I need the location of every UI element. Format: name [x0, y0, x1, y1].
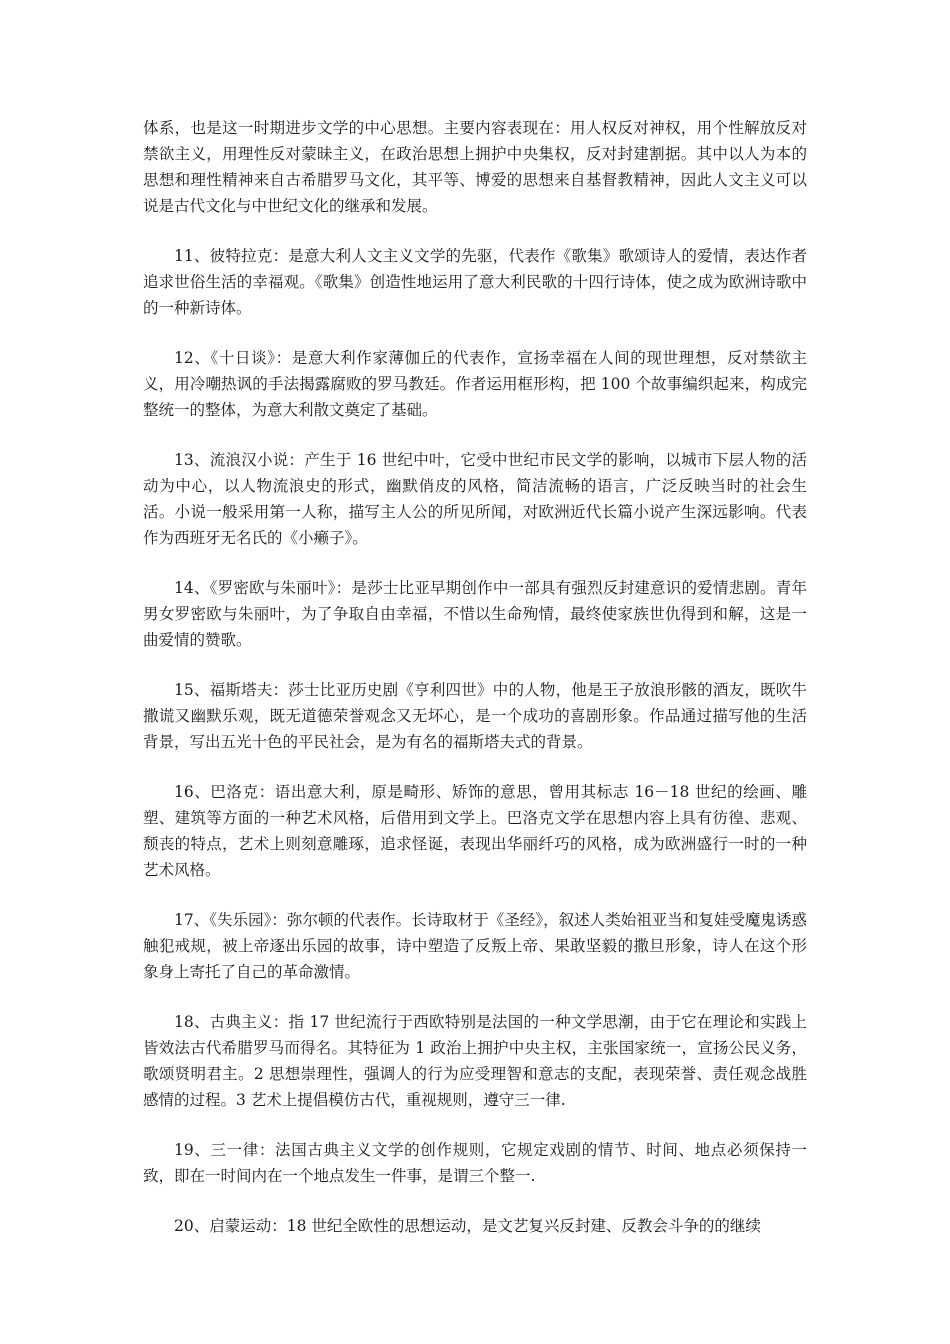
paragraph-item-13: 13、流浪汉小说：产生于 16 世纪中叶，它受中世纪市民文学的影响，以城市下层人物的活动为中心，以人物流浪史的形式，幽默俏皮的风格，简洁流畅的语言，广泛反映当时的社会生活。小说一般采用第一人称，描写主人公的所见所闻，对欧洲近代长篇小说产生深远影响。代表作为西班牙无名氏的《小癞子》。 [143, 451, 807, 547]
paragraph-item-18: 18、古典主义：指 17 世纪流行于西欧特别是法国的一种文学思潮，由于它在理论和实践上皆效法古代希腊罗马而得名。其特征为 1 政治上拥护中央主权，主张国家统一，宣扬公民义务，歌颂贤明君主。2 思想崇理性，强调人的行为应受理智和意志的支配，表现荣誉、责任观念战胜感情的过程。3 艺术上提倡模仿古代，重视规则，遵守三一律. [143, 1013, 807, 1109]
paragraph-item-11: 11、彼特拉克：是意大利人文主义文学的先驱，代表作《歌集》歌颂诗人的爱情，表达作者追求世俗生活的幸福观。《歌集》创造性地运用了意大利民歌的十四行诗体，使之成为欧洲诗歌中的一种新诗体。 [143, 247, 807, 317]
paragraph-item-12: 12、《十日谈》：是意大利作家薄伽丘的代表作，宣扬幸福在人间的现世理想，反对禁欲主义，用冷嘲热讽的手法揭露腐败的罗马教廷。作者运用框形构，把 100 个故事编织起来，构成完整统一的整体，为意大利散文奠定了基础。 [143, 349, 807, 419]
paragraph-item-16: 16、巴洛克：语出意大利，原是畸形、矫饰的意思，曾用其标志 16－18 世纪的绘画、雕塑、建筑等方面的一种艺术风格，后借用到文学上。巴洛克文学在思想内容上具有彷徨、悲观、颓丧的特点，艺术上则刻意雕琢，追求怪诞，表现出华丽纤巧的风格，成为欧洲盛行一时的一种艺术风格。 [143, 783, 807, 879]
document-body [143, 115, 807, 1263]
paragraph-item-17: 17、《失乐园》：弥尔顿的代表作。长诗取材于《圣经》，叙述人类始祖亚当和复娃受魔鬼诱惑触犯戒规，被上帝逐出乐园的故事，诗中塑造了反叛上帝、果敢坚毅的撒旦形象，诗人在这个形象身上寄托了自己的革命激情。 [143, 911, 807, 981]
paragraph-item-15: 15、福斯塔夫：莎士比亚历史剧《亨利四世》中的人物，他是王子放浪形骸的酒友，既吹牛撒谎又幽默乐观，既无道德荣誉观念又无坏心，是一个成功的喜剧形象。作品通过描写他的生活背景，写出五光十色的平民社会，是为有名的福斯塔夫式的背景。 [143, 681, 807, 751]
paragraph-item-19: 19、三一律：法国古典主义文学的创作规则，它规定戏剧的情节、时间、地点必须保持一致，即在一时间内在一个地点发生一件事，是谓三个整一. [143, 1141, 807, 1185]
paragraph-item-20: 20、启蒙运动：18 世纪全欧性的思想运动，是文艺复兴反封建、反教会斗争的的继续 [174, 1217, 761, 1235]
paragraph-continuation: 体系，也是这一时期进步文学的中心思想。主要内容表现在：用人权反对神权，用个性解放反对禁欲主义，用理性反对蒙昧主义，在政治思想上拥护中央集权，反对封建割据。其中以人为本的思想和理性精神来自古希腊罗马文化，其平等、博爱的思想来自基督教精神，因此人文主义可以说是古代文化与中世纪文化的继承和发展。 [143, 119, 807, 215]
paragraph-item-14: 14、《罗密欧与朱丽叶》：是莎士比亚早期创作中一部具有强烈反封建意识的爱情悲剧。青年男女罗密欧与朱丽叶，为了争取自由幸福，不惜以生命殉情，最终使家族世仇得到和解，这是一曲爱情的赞歌。 [143, 579, 807, 649]
